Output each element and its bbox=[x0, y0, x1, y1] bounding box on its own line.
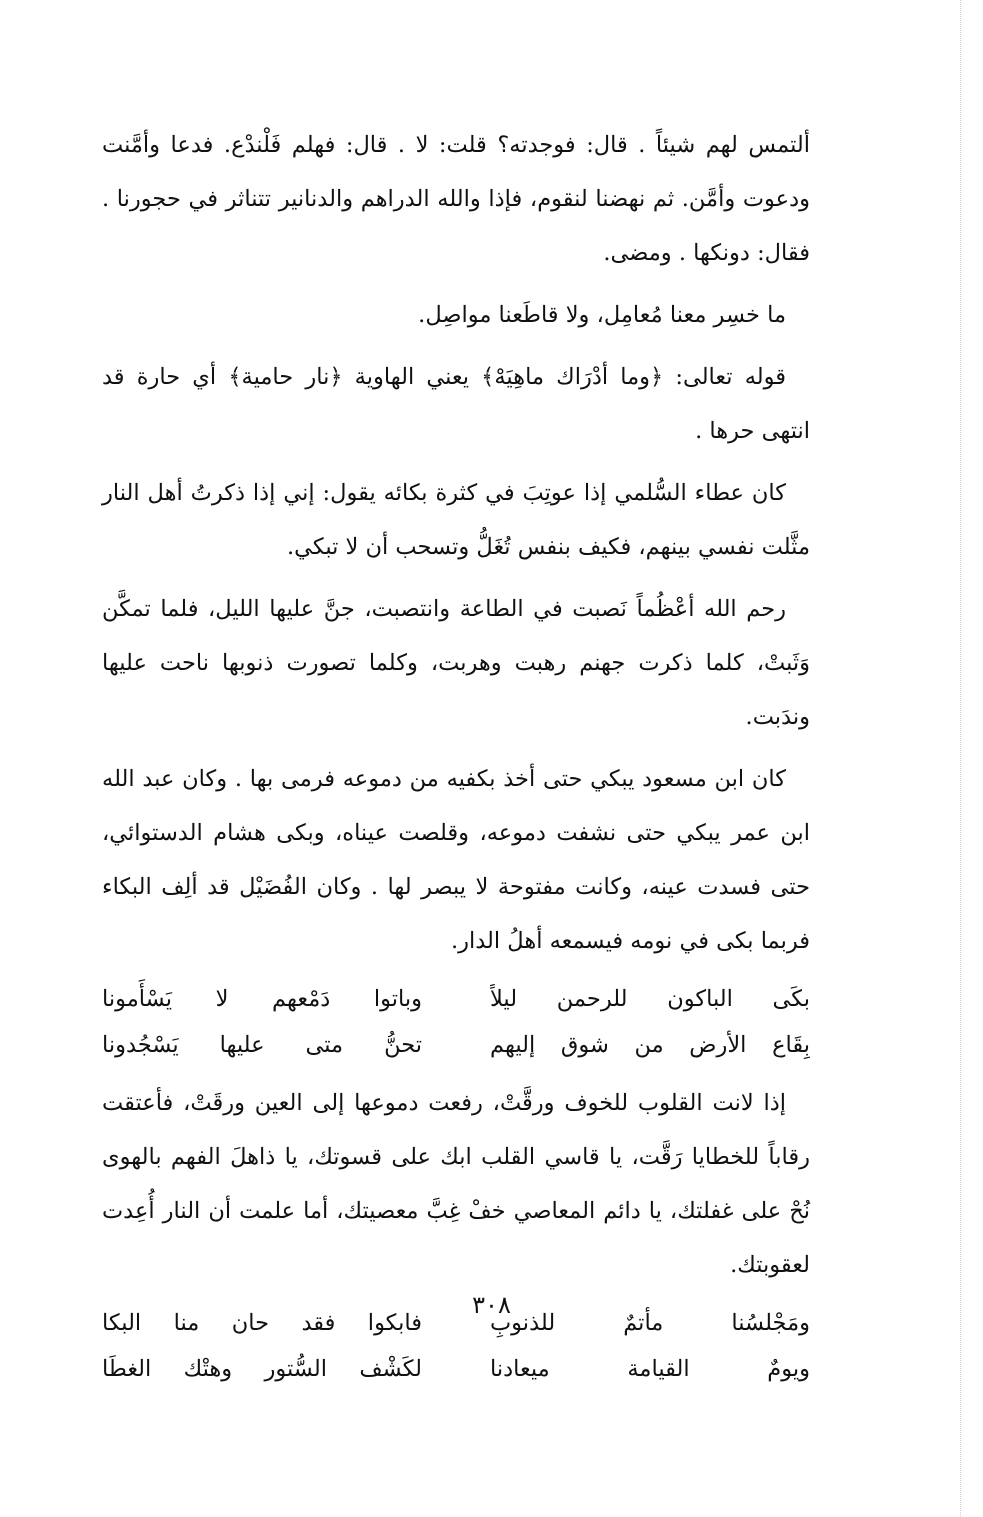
paragraph-5: رحم الله أعْظُماً نَصبت في الطاعة وانتصبت، جنَّ عليها الليل، فلما تمكَّن وَثَبتْ، كلما ذكرت جهنم رهبت وهربت، وكلما تصورت ذنوبها ناحت عليها وندَبت. bbox=[102, 596, 810, 730]
paragraph-6: كان ابن مسعود يبكي حتى أخذ بكفيه من دموعه فرمى بها . وكان عبد الله ابن عمر يبكي حتى نشفت دموعه، وقلصت عيناه، وبكى هشام الدستوائي، حتى فسدت عينه، وكانت مفتوحة لا يبصر لها . وكان الفُضَيْل قد ألِف البكاء فربما بكى في نومه فيسمعه أهلُ الدار. bbox=[102, 766, 810, 954]
poem-1-verse-2 bbox=[102, 1022, 810, 1068]
verse-first-hemistich: ومَجْلسُنا مأتمٌ للذنوبِ bbox=[490, 1310, 810, 1336]
paragraph-4: كان عطاء السُّلمي إذا عوتِبَ في كثرة بكائه يقول: إني إذا ذكرتُ أهل النار مثَّلت نفسي بينهم، فكيف بنفس تُغَلُّ وتسحب أن لا تبكي. bbox=[102, 480, 810, 560]
verse-first-hemistich: ويومٌ القيامة ميعادنا bbox=[490, 1356, 810, 1382]
paragraph-2: ما خسِر معنا مُعامِل، ولا قاطَعنا مواصِل. bbox=[418, 302, 786, 328]
paragraph-7: إذا لانت القلوب للخوف ورقَّتْ، رفعت دموعها إلى العين ورقَتْ، فأعتقت رقاباً للخطايا رَقَّت، يا قاسي القلب ابك على قسوتك، يا ذاهلَ الفهم بالهوى نُحْ على غفلتك، يا دائم المعاصي خفْ غِبَّ معصيتك، أما علمت أن النار أُعِدت لعقوبتك. bbox=[102, 1090, 810, 1278]
verse-first-hemistich: بكَى الباكون للرحمن ليلاً bbox=[490, 986, 810, 1012]
verse-second-hemistich: فابكوا فقد حان منا البكا bbox=[102, 1310, 422, 1336]
verse-second-hemistich: وباتوا دَمْعهم لا يَسْأَمونا bbox=[102, 986, 422, 1012]
paragraph-3: قوله تعالى: ﴿وما أدْرَاك ماهِيَهْ﴾ يعني الهاوية ﴿نار حامية﴾ أي حارة قد انتهى حرها . bbox=[102, 364, 810, 444]
poem-2-verse-2 bbox=[102, 1346, 810, 1392]
page-number: ٣٠٨ bbox=[472, 1291, 511, 1319]
page-body-text bbox=[102, 118, 810, 1400]
scan-edge-line bbox=[959, 0, 961, 1517]
verse-second-hemistich: تحنُّ متى عليها يَسْجُدونا bbox=[102, 1032, 422, 1058]
poem-1-verse-1 bbox=[102, 976, 810, 1022]
poem-1 bbox=[102, 976, 810, 1068]
verse-second-hemistich: لكَشْف السُّتور وهتْك الغطَا bbox=[102, 1356, 422, 1382]
paragraph-1: ألتمس لهم شيئاً . قال: فوجدته؟ قلت: لا . قال: فهلم فَلْندْع. فدعا وأمَّنت ودعوت وأمَّن. ثم نهضنا لنقوم، فإذا والله الدراهم والدنانير تتناثر في حجورنا . فقال: دونكها . ومضى. bbox=[102, 132, 810, 266]
verse-first-hemistich: بِقَاع الأرض من شوق إليهم bbox=[490, 1032, 810, 1058]
